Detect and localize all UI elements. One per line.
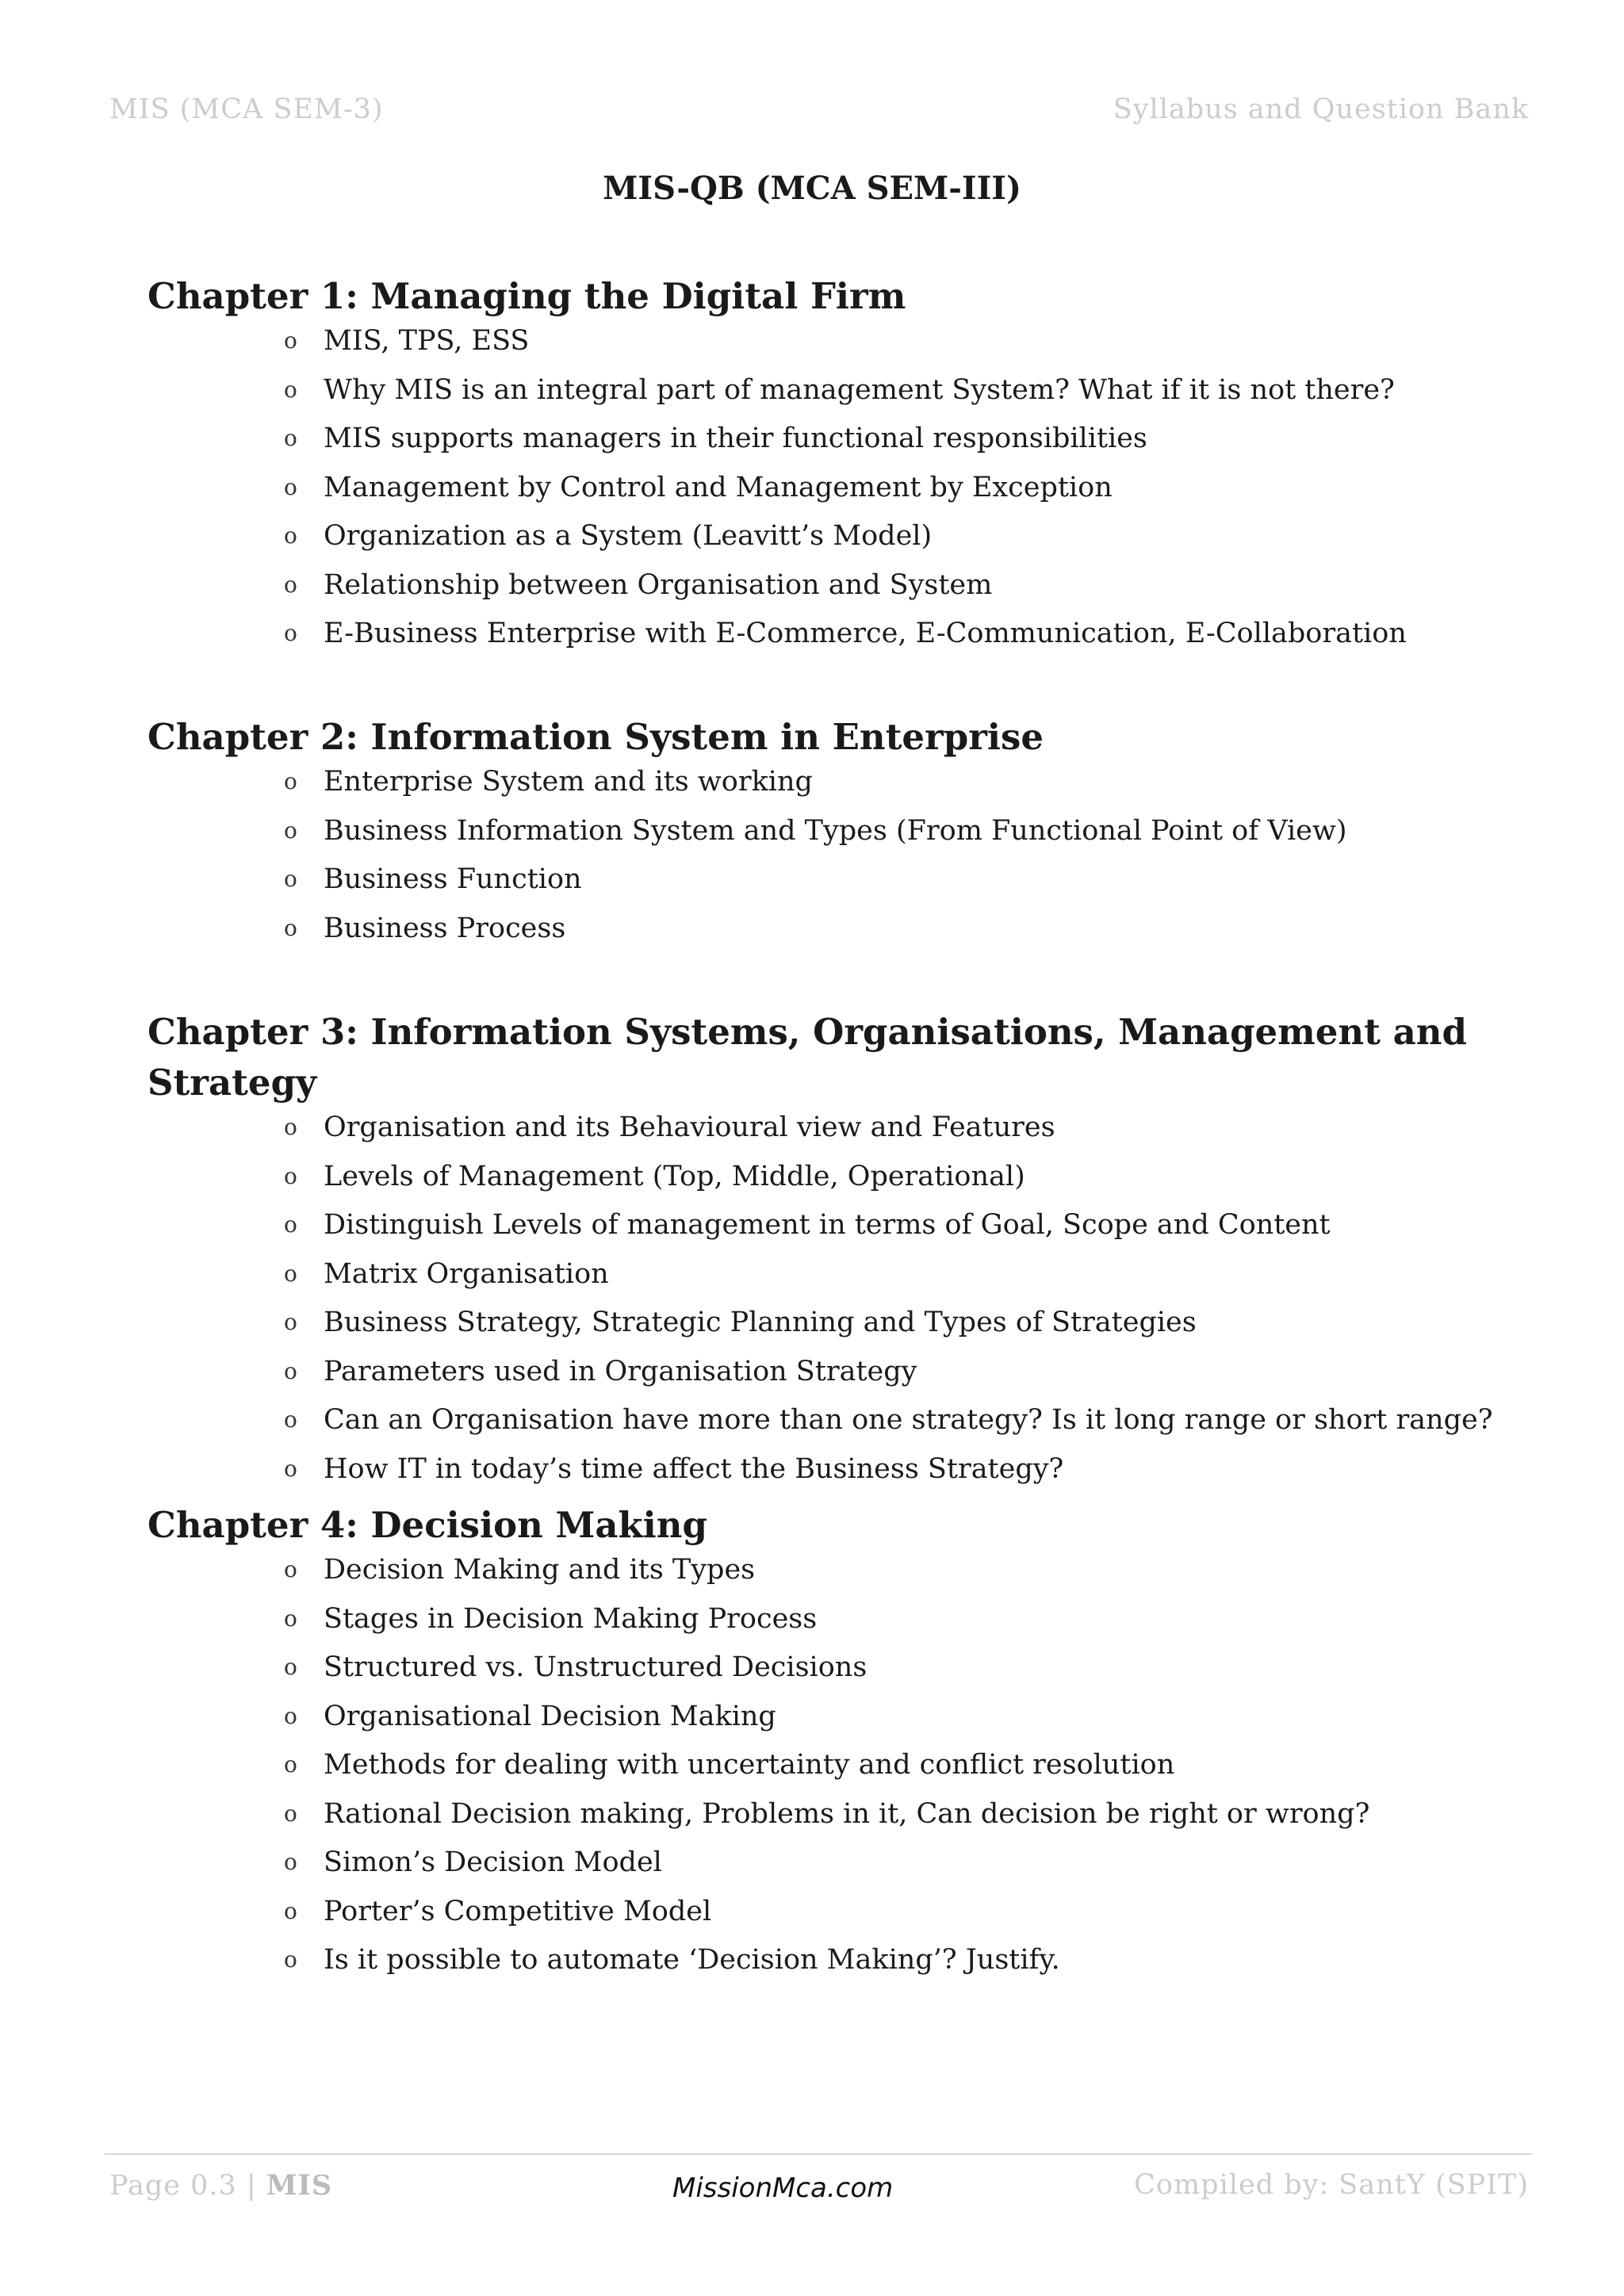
bullet-icon: o — [284, 425, 297, 451]
bullet-icon: o — [284, 571, 297, 598]
list-item-text: How IT in today’s time affect the Business Strategy? — [324, 1452, 1064, 1485]
bullet-icon: o — [284, 1556, 297, 1582]
list-item-text: MIS, TPS, ESS — [324, 325, 530, 357]
list-item-text: Business Process — [324, 912, 566, 944]
list-item-text: Matrix Organisation — [324, 1257, 609, 1290]
list-item-text: Levels of Management (Top, Middle, Operational) — [324, 1160, 1025, 1192]
footer-page-label: Page 0.3 | — [109, 2170, 266, 2202]
list-item-text: Business Information System and Types (From Functional Point of View) — [324, 814, 1347, 847]
list-item-text: Is it possible to automate ‘Decision Making’? Justify. — [324, 1944, 1060, 1976]
list-item — [284, 1206, 1543, 1255]
bullet-icon: o — [284, 473, 297, 500]
list-item — [284, 1353, 1543, 1402]
bullet-icon: o — [284, 1654, 297, 1680]
list-item — [284, 763, 1543, 812]
bullet-icon: o — [284, 1751, 297, 1777]
list-item — [284, 1648, 1543, 1697]
bullet-icon: o — [284, 1357, 297, 1384]
list-item — [284, 419, 1543, 469]
chapter-3 — [147, 1007, 1543, 1498]
list-item-text: Organisation and its Behavioural view and Features — [324, 1112, 1055, 1143]
bullet-icon: o — [284, 1849, 297, 1875]
bullet-icon: o — [284, 914, 297, 941]
list-item-text: Why MIS is an integral part of management System? What if it is not there? — [324, 373, 1395, 406]
page-header — [109, 94, 1529, 133]
footer-compiled-by: Compiled by: SantY (SPIT) — [1134, 2169, 1529, 2201]
bullet-icon: o — [284, 1702, 297, 1729]
chapter-title: Chapter 2: Information System in Enterprise — [147, 716, 1044, 758]
list-item — [284, 469, 1543, 518]
list-item — [284, 1892, 1543, 1942]
list-item — [284, 517, 1543, 566]
list-item-text: Decision Making and its Types — [324, 1554, 756, 1586]
list-item-text: Enterprise System and its working — [324, 766, 813, 798]
bullet-icon: o — [284, 1309, 297, 1335]
list-item-text: Business Strategy, Strategic Planning and Types of Strategies — [324, 1307, 1197, 1338]
list-item-text: Parameters used in Organisation Strategy — [324, 1355, 917, 1387]
list-item-text: E-Business Enterprise with E-Commerce, E-Communication, E-Collaboration — [324, 618, 1407, 649]
footer-brand-logo: MissionMca.com — [672, 2172, 894, 2204]
chapter-title: Chapter 1: Managing the Digital Firm — [147, 275, 906, 317]
list-item — [284, 1600, 1543, 1649]
list-item — [284, 322, 1543, 371]
list-item — [284, 1450, 1543, 1499]
document-title: MIS-QB (MCA SEM-III) — [603, 170, 1021, 207]
chapter-title: Chapter 3: Information Systems, Organisations, Management and Strategy — [147, 1011, 1467, 1104]
list-item — [284, 1108, 1543, 1158]
list-item-text: Rational Decision making, Problems in it, Can decision be right or wrong? — [324, 1797, 1370, 1830]
chapter-2-list — [284, 763, 1543, 958]
list-item-text: Management by Control and Management by Exception — [324, 471, 1113, 503]
bullet-icon: o — [284, 1605, 297, 1632]
list-item-text: Business Function — [324, 863, 582, 895]
list-item-text: Relationship between Organisation and System — [324, 568, 993, 601]
list-item — [284, 1255, 1543, 1304]
bullet-icon: o — [284, 376, 297, 403]
bullet-icon: o — [284, 1260, 297, 1287]
chapter-3-list — [284, 1108, 1543, 1498]
footer-page-number — [109, 2169, 332, 2202]
list-item — [284, 1746, 1543, 1795]
bullet-icon: o — [284, 1406, 297, 1433]
list-item-text: Porter’s Competitive Model — [324, 1895, 712, 1927]
list-item — [284, 1697, 1543, 1747]
list-item — [284, 1795, 1543, 1844]
bullet-icon: o — [284, 1211, 297, 1238]
chapter-title: Chapter 4: Decision Making — [147, 1504, 707, 1546]
list-item-text: MIS supports managers in their functional responsibilities — [324, 423, 1147, 454]
chapter-4-list — [284, 1551, 1543, 1990]
list-item — [284, 1401, 1543, 1450]
bullet-icon: o — [284, 1114, 297, 1140]
list-item — [284, 1303, 1543, 1353]
footer-subject: MIS — [266, 2169, 333, 2202]
bullet-icon: o — [284, 1800, 297, 1827]
bullet-icon: o — [284, 1162, 297, 1189]
chapter-1-list — [284, 322, 1543, 664]
header-right-text: Syllabus and Question Bank — [1113, 94, 1529, 125]
chapter-2 — [147, 712, 1543, 958]
list-item — [284, 1941, 1543, 1990]
list-item — [284, 909, 1543, 959]
bullet-icon: o — [284, 768, 297, 794]
bullet-icon: o — [284, 1897, 297, 1924]
list-item-text: Methods for dealing with uncertainty and conflict resolution — [324, 1749, 1175, 1781]
list-item-text: Organization as a System (Leavitt’s Model) — [324, 520, 933, 552]
header-left-text: MIS (MCA SEM-3) — [109, 94, 384, 125]
bullet-icon: o — [284, 620, 297, 646]
list-item — [284, 614, 1543, 664]
chapter-4 — [147, 1500, 1543, 1990]
bullet-icon: o — [284, 1946, 297, 1973]
list-item-text: Organisational Decision Making — [324, 1700, 776, 1732]
chapter-1 — [147, 271, 1543, 664]
bullet-icon: o — [284, 817, 297, 844]
bullet-icon: o — [284, 1455, 297, 1482]
list-item — [284, 812, 1543, 861]
list-item-text: Stages in Decision Making Process — [324, 1602, 818, 1635]
list-item-text: Distinguish Levels of management in terms of Goal, Scope and Content — [324, 1209, 1331, 1241]
list-item — [284, 371, 1543, 420]
list-item-text: Structured vs. Unstructured Decisions — [324, 1651, 868, 1683]
list-item — [284, 860, 1543, 909]
footer-divider — [105, 2153, 1532, 2155]
bullet-icon: o — [284, 866, 297, 892]
list-item — [284, 1551, 1543, 1600]
list-item — [284, 1843, 1543, 1892]
page-footer — [109, 2164, 1529, 2212]
list-item — [284, 1158, 1543, 1207]
list-item — [284, 566, 1543, 615]
list-item-text: Simon’s Decision Model — [324, 1846, 662, 1878]
list-item-text: Can an Organisation have more than one strategy? Is it long range or short range? — [324, 1404, 1493, 1436]
bullet-icon: o — [284, 327, 297, 354]
bullet-icon: o — [284, 522, 297, 549]
